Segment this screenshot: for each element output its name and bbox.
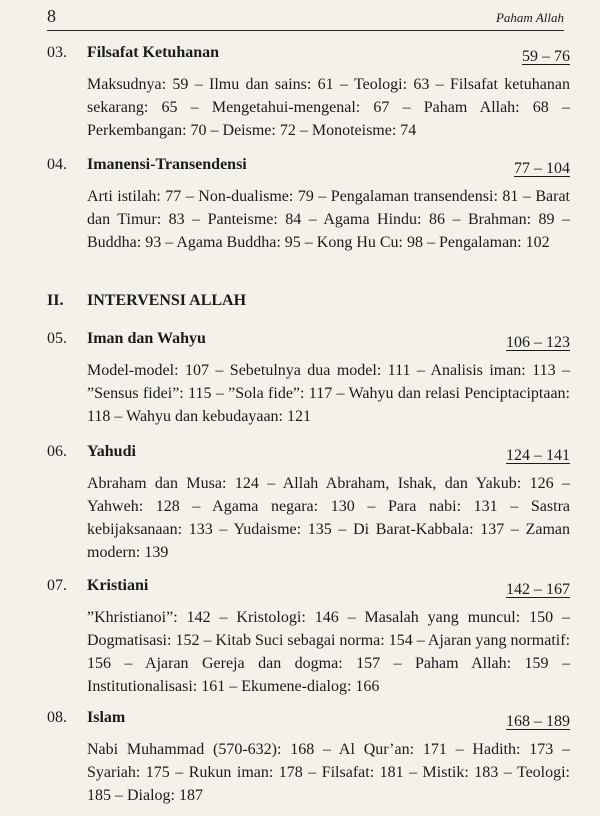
entry-heading [47,709,570,731]
entry-subtopics: Maksudnya: 59 – Ilmu dan sains: 61 – Teologi: 63 – Filsafat ketuhanan sekarang: 65 – Mengetahui-mengenal: 67 – Paham Allah: 68 – Perkembangan: 70 – Deisme: 72 – Monoteisme: 74 [87,76,570,139]
entry-number: 04. [47,156,67,173]
toc-entry [47,443,570,564]
entry-heading [47,443,570,465]
entry-page-range: 168 – 189 [506,713,570,730]
entry-number: 08. [47,709,67,726]
entry-number: 06. [47,443,67,460]
entry-number: 05. [47,330,67,347]
entry-subtopics: Arti istilah: 77 – Non-dualisme: 79 – Pengalaman transendensi: 81 – Barat dan Timur: 83 – Panteisme: 84 – Agama Hindu: 86 – Brahman: 89 – Buddha: 93 – Agama Buddha: 95 – Kong Hu Cu: 98 – Pengalaman: 102 [87,188,570,251]
entry-subtopics: Nabi Muhammad (570-632): 168 – Al Qur’an: 171 – Hadith: 173 – Syariah: 175 – Rukun iman: 178 – Filsafat: 181 – Mistik: 183 – Teologi: 185 – Dialog: 187 [87,741,570,804]
entry-heading [47,330,570,352]
toc-entry [47,44,570,142]
entry-subtopics: Abraham dan Musa: 124 – Allah Abraham, Ishak, dan Yakub: 126 – Yahweh: 128 – Agama negara: 130 – Para nabi: 131 – Sastra kebijaksanaan: 133 – Yudaisme: 135 – Di Barat-Kabbala: 137 – Zaman modern: 139 [87,475,570,561]
entry-subtopics: Model-model: 107 – Sebetulnya dua model: 111 – Analisis iman: 113 – ”Sensus fidei”: 115 – ”Sola fide”: 117 – Wahyu dan relasi Penciptaciptaan: 118 – Wahyu dan kebudayaan: 121 [87,362,570,425]
entry-title: Filsafat Ketuhanan [87,44,220,61]
entry-title: Kristiani [87,577,149,594]
entry-heading [47,156,570,178]
toc-entry [47,577,570,698]
entry-page-range: 106 – 123 [506,334,570,351]
page-header [47,4,564,31]
entry-number: 03. [47,44,67,61]
running-title: Paham Allah [495,10,564,25]
entry-heading [47,577,570,599]
entry-heading [47,44,570,66]
toc-entry [47,156,570,254]
entry-title: Yahudi [87,443,136,460]
entry-page-range: 124 – 141 [506,447,570,464]
section-title: INTERVENSI ALLAH [87,292,247,309]
entry-title: Imanensi-Transendensi [87,156,247,173]
toc-entry [47,330,570,428]
entry-subtopics: ”Khristianoi”: 142 – Kristologi: 146 – Masalah yang muncul: 150 – Dogmatisasi: 152 – Kitab Suci sebagai norma: 154 – Ajaran yang normatif: 156 – Ajaran Gereja dan dogma: 157 – Paham Allah: 159 – Institutionalisasi: 161 – Ekumene-dialog: 166 [87,609,571,695]
section-number: II. [47,292,64,309]
toc-entry [47,709,570,807]
entry-page-range: 142 – 167 [506,581,570,598]
section-heading [47,292,570,314]
entry-page-range: 59 – 76 [522,48,570,65]
entry-number: 07. [47,577,67,594]
entry-title: Islam [87,709,126,726]
entry-page-range: 77 – 104 [514,160,570,177]
entry-title: Iman dan Wahyu [87,330,206,347]
page-number: 8 [47,6,56,26]
